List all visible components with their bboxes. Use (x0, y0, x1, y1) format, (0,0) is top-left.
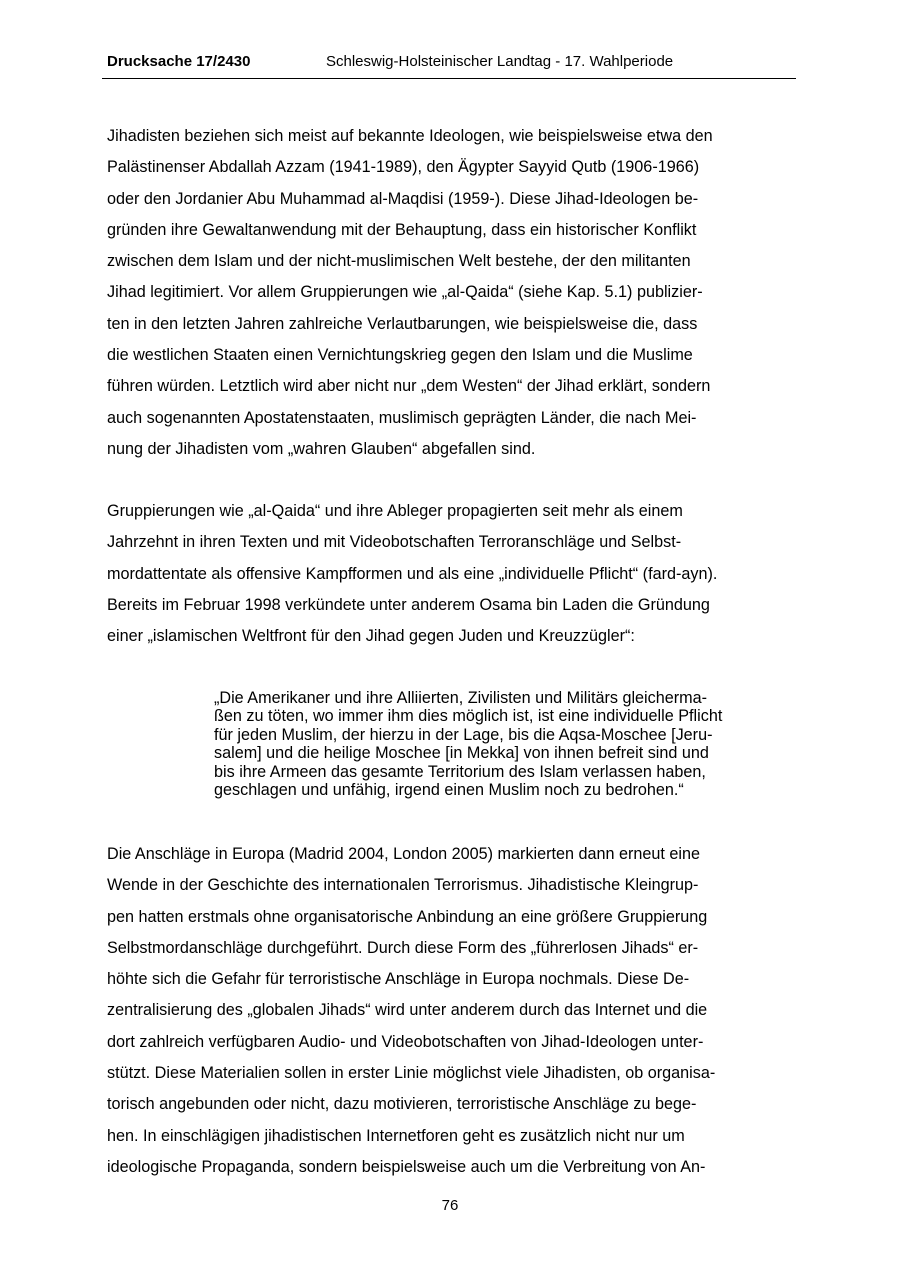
page-number: 76 (441, 1197, 459, 1214)
paragraph-1 (107, 121, 797, 465)
text-line: oder den Jordanier Abu Muhammad al-Maqdisi (1959-). Diese Jihad-Ideologen be- (107, 189, 699, 208)
text-line: mordattentate als offensive Kampfformen und als eine „individuelle Pflicht“ (fard-ayn). (107, 564, 718, 583)
text-line: stützt. Diese Materialien sollen in erster Linie möglichst viele Jihadisten, ob organisa- (107, 1064, 716, 1083)
quote-line: für jeden Muslim, der hierzu in der Lage, bis die Aqsa-Moschee [Jeru- (214, 725, 713, 744)
text-line: ideologische Propaganda, sondern beispielsweise auch um die Verbreitung von An- (107, 1157, 706, 1176)
text-line: Jahrzehnt in ihren Texten und mit Videobotschaften Terroranschläge und Selbst- (107, 533, 682, 552)
text-line: Jihadisten beziehen sich meist auf bekannte Ideologen, wie beispielsweise etwa den (107, 127, 713, 145)
text-line: auch sogenannten Apostatenstaaten, muslimisch geprägten Länder, die nach Mei- (107, 408, 697, 427)
text-line: dort zahlreich verfügbaren Audio- und Videobotschaften von Jihad-Ideologen unter- (107, 1032, 704, 1051)
text-line: einer „islamischen Weltfront für den Jihad gegen Juden und Kreuzzügler“: (107, 627, 635, 646)
quote-line: ßen zu töten, wo immer ihm dies möglich ist, ist eine individuelle Pflicht (214, 707, 723, 726)
text-line: pen hatten erstmals ohne organisatorische Anbindung an eine größere Gruppierung (107, 907, 708, 926)
quote-line: bis ihre Armeen das gesamte Territorium des Islam verlassen haben, (214, 762, 706, 781)
header-title: Schleswig-Holsteinischer Landtag - 17. Wahlperiode (326, 53, 674, 70)
quote-line: „Die Amerikaner und ihre Alliierten, Zivilisten und Militärs gleicherma- (214, 689, 708, 707)
text-line: Selbstmordanschläge durchgeführt. Durch diese Form des „führerlosen Jihads“ er- (107, 938, 699, 957)
text-line: Bereits im Februar 1998 verkündete unter anderem Osama bin Laden die Gründung (107, 595, 710, 614)
text-line: Palästinenser Abdallah Azzam (1941-1989), den Ägypter Sayyid Qutb (1906-1966) (107, 158, 700, 177)
text-line: höhte sich die Gefahr für terroristische Anschläge in Europa nochmals. Diese De- (107, 970, 690, 989)
paragraph-3 (107, 839, 797, 1183)
quote-line: geschlagen und unfähig, irgend einen Muslim noch zu bedrohen.“ (214, 781, 684, 800)
text-line: torisch angebunden oder nicht, dazu motivieren, terroristische Anschläge zu bege- (107, 1095, 697, 1114)
quote-line: salem] und die heilige Moschee [in Mekka] von ihnen befreit sind und (214, 744, 709, 763)
text-line: Die Anschläge in Europa (Madrid 2004, London 2005) markierten dann erneut eine (107, 845, 701, 863)
text-line: ten in den letzten Jahren zahlreiche Verlautbarungen, wie beispielsweise die, dass (107, 314, 698, 333)
paragraph-2 (107, 496, 797, 652)
text-line: nung der Jihadisten vom „wahren Glauben“ abgefallen sind. (107, 439, 536, 458)
block-quote (214, 689, 794, 799)
text-line: gründen ihre Gewaltanwendung mit der Behauptung, dass ein historischer Konflikt (107, 220, 697, 239)
text-line: Wende in der Geschichte des internationalen Terrorismus. Jihadistische Kleingrup- (107, 876, 699, 895)
text-line: führen würden. Letztlich wird aber nicht nur „dem Westen“ der Jihad erklärt, sondern (107, 377, 711, 396)
text-line: die westlichen Staaten einen Vernichtungskrieg gegen den Islam und die Muslime (107, 346, 693, 365)
text-line: Jihad legitimiert. Vor allem Gruppierungen wie „al-Qaida“ (siehe Kap. 5.1) publizier- (107, 283, 703, 302)
text-line: hen. In einschlägigen jihadistischen Internetforen geht es zusätzlich nicht nur um (107, 1126, 685, 1145)
text-line: zwischen dem Islam und der nicht-muslimischen Welt bestehe, der den militanten (107, 252, 691, 271)
document-number: Drucksache 17/2430 (107, 53, 251, 70)
text-line: zentralisierung des „globalen Jihads“ wird unter anderem durch das Internet und die (107, 1001, 708, 1020)
page-header (102, 52, 796, 79)
text-line: Gruppierungen wie „al-Qaida“ und ihre Ableger propagierten seit mehr als einem (107, 502, 683, 520)
